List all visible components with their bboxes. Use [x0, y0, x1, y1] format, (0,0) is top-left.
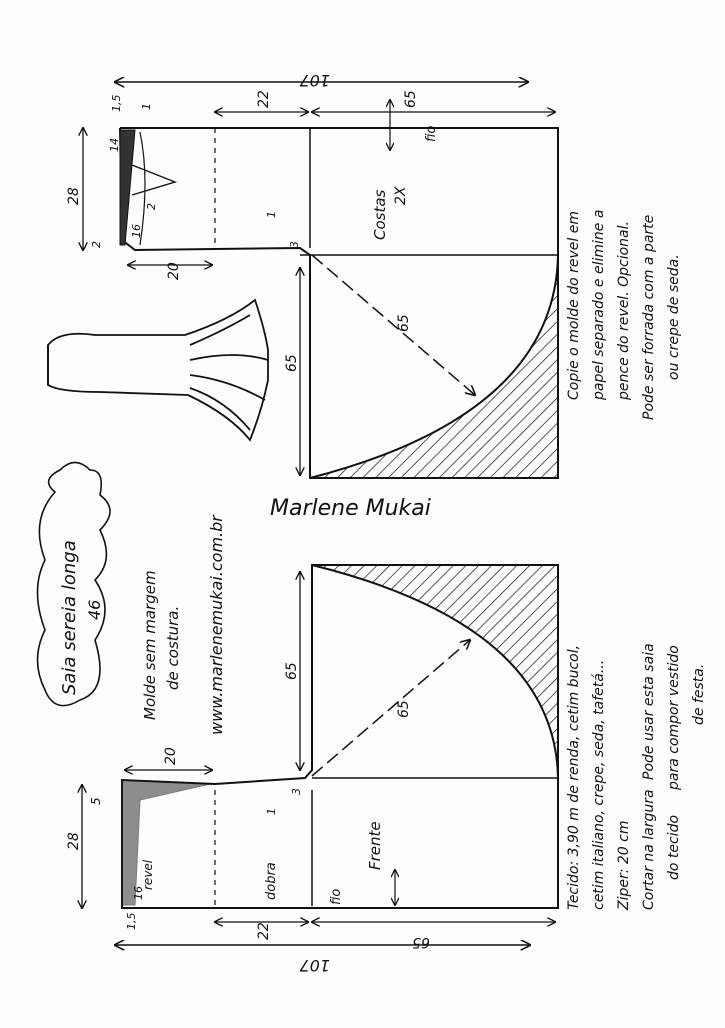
note-left-3: Ziper: 20 cm: [616, 820, 632, 910]
note-left-5: do tecido: [666, 814, 682, 880]
front-top-5: 5: [89, 797, 103, 805]
front-radius: 65: [396, 700, 412, 718]
signature-text: Marlene Mukai: [270, 496, 431, 521]
front-bottom-15: 1,5: [125, 912, 138, 930]
note-right-2: papel separado e elimine a: [591, 209, 607, 400]
back-hip-depth: 28: [66, 187, 82, 205]
text-layer: [59, 71, 707, 975]
front-total-width: 107: [299, 956, 330, 975]
note-right-3: pence do revel. Opcional.: [616, 221, 632, 400]
back-dart: [132, 165, 175, 195]
title-text: Saia sereia longa: [59, 540, 80, 695]
back-dart-2: 2: [145, 203, 158, 210]
back-waist-fold: 22: [256, 90, 272, 108]
back-label: Costas: [371, 189, 389, 240]
back-flare-len: 65: [284, 354, 300, 372]
size-text: 46: [85, 599, 104, 620]
back-radius: 65: [396, 314, 412, 332]
skirt-sketch: [48, 300, 268, 440]
note-left-7: para compor vestido: [666, 645, 682, 790]
back-main-width: 65: [403, 90, 419, 108]
back-dart-2b: 2: [90, 241, 103, 248]
front-fold: dobra: [264, 862, 279, 900]
front-hip-depth: 28: [66, 832, 82, 850]
note-left-8: de festa.: [691, 663, 707, 725]
note-right-5: ou crepe de seda.: [666, 254, 682, 380]
back-point-1: 1: [265, 211, 278, 218]
note-left-4: Cortar na largura: [641, 789, 657, 910]
back-qty: 2X: [393, 186, 409, 205]
front-flare-len: 65: [284, 662, 300, 680]
front-grain: fio: [329, 888, 344, 905]
front-hip-width: 20: [163, 747, 179, 765]
back-flare-hatch: [310, 255, 558, 478]
back-grain: fio: [424, 125, 439, 142]
back-piece: [83, 82, 558, 478]
back-side-1: 1: [140, 103, 153, 110]
back-dart-14: 14: [108, 138, 121, 152]
note-left-2: cetim italiano, crepe, seda, tafetá...: [591, 659, 607, 910]
note-seam-1: Molde sem margem: [141, 570, 159, 720]
back-hip-top: 1,5: [110, 94, 123, 112]
front-point-3: 3: [290, 788, 303, 795]
note-left-6: Pode usar esta saia: [641, 643, 657, 780]
back-point-3: 3: [288, 241, 301, 248]
front-main-width: 65: [412, 934, 430, 950]
front-point-1: 1: [265, 808, 278, 815]
note-left-1: Tecido: 3,90 m de renda, cetim bucol,: [566, 644, 582, 910]
front-flare-hatch: [312, 565, 558, 778]
note-seam-2: de costura.: [164, 605, 182, 690]
front-waist-fold: 22: [256, 922, 272, 940]
note-right-4: Pode ser forrada com a parte: [641, 214, 657, 420]
front-dart-16: 16: [132, 886, 145, 900]
note-right-1: Copie o molde do revel em: [566, 211, 582, 400]
front-facing: revel: [141, 859, 155, 890]
back-hip-width: 20: [166, 262, 182, 280]
back-dart-16: 16: [130, 224, 143, 238]
front-label: Frente: [366, 821, 384, 870]
website-text: www.marlenemukai.com.br: [207, 515, 226, 735]
back-total-width: 107: [299, 71, 330, 90]
